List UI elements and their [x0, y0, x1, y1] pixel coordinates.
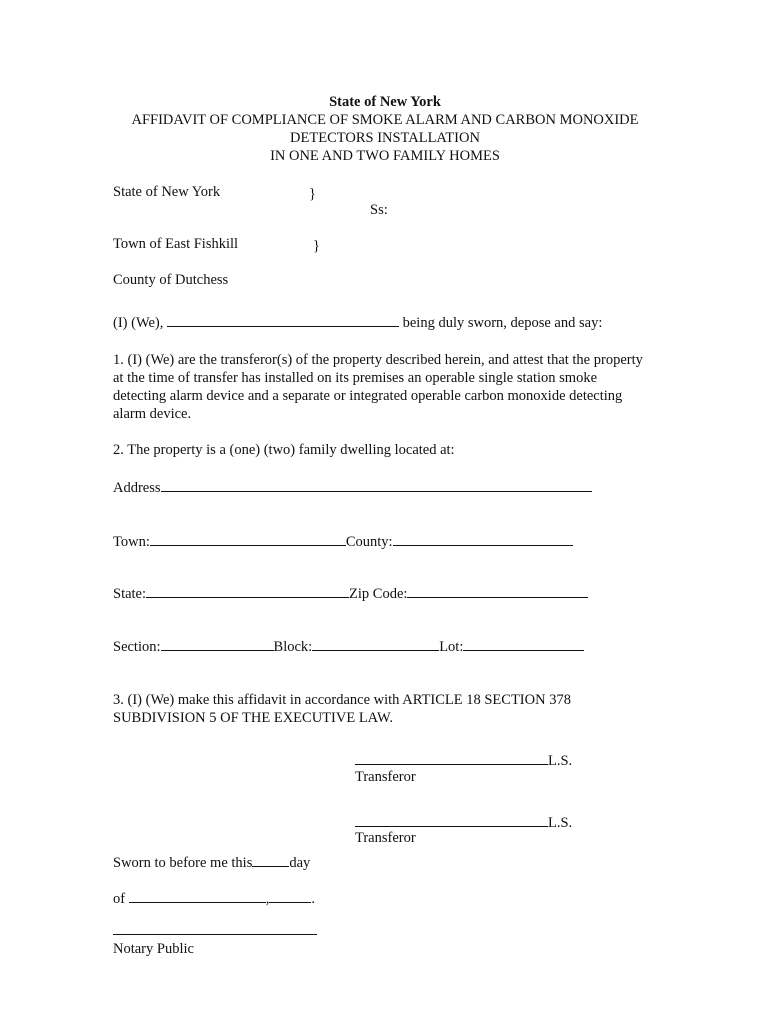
block-field[interactable]: [312, 636, 439, 651]
venue-ss: Ss:: [370, 202, 388, 218]
venue-town: Town of East Fishkill: [113, 236, 239, 252]
sworn-prefix: Sworn to before me this: [113, 855, 253, 871]
oath-suffix: being duly sworn, depose and say:: [402, 315, 603, 331]
address-label: Address: [113, 480, 161, 496]
lot-label: Lot:: [439, 639, 464, 655]
address-row: [113, 477, 592, 497]
section-label: Section:: [113, 639, 161, 655]
block-label: Block:: [273, 639, 313, 655]
sworn-year-field[interactable]: [269, 888, 311, 903]
county-field[interactable]: [393, 531, 573, 546]
date-period: .: [311, 891, 315, 907]
ls-2-label: L.S.: [548, 815, 573, 831]
notary-signature-row: [113, 920, 317, 940]
title-line-2: DETECTORS INSTALLATION: [290, 130, 480, 146]
sworn-suffix: day: [289, 855, 311, 871]
ls-1-label: L.S.: [548, 753, 573, 769]
state-label: State:: [113, 586, 147, 602]
town-field[interactable]: [150, 531, 346, 546]
state-field[interactable]: [146, 583, 349, 598]
town-label: Town:: [113, 534, 150, 550]
date-comma: ,: [265, 891, 270, 907]
state-heading: State of New York: [329, 94, 441, 110]
venue-brace-2: }: [313, 238, 320, 254]
section-field[interactable]: [161, 636, 274, 651]
title-line-3: IN ONE AND TWO FAMILY HOMES: [270, 148, 500, 164]
title-line-1: AFFIDAVIT OF COMPLIANCE OF SMOKE ALARM AND CARBON MONOXIDE: [131, 112, 639, 128]
county-label: County:: [345, 534, 393, 550]
of-label: of: [113, 891, 126, 907]
transferor-1-label: Transferor: [355, 769, 416, 785]
zip-label: Zip Code:: [349, 586, 408, 602]
paragraph-3-line-1: 3. (I) (We) make this affidavit in accordance with ARTICLE 18 SECTION 378: [113, 692, 571, 708]
section-block-lot-row: [113, 636, 584, 656]
paragraph-1: 1. (I) (We) are the transferor(s) of the property described herein, and attest that the property at the time of transfer has installed on its premises an operable single station smoke detecting alarm device and a separate or integrated operable carbon monoxide detecting alarm device.: [113, 352, 643, 422]
paragraph-2: 2. The property is a (one) (two) family dwelling located at:: [113, 442, 455, 458]
town-county-row: [113, 531, 573, 551]
oath-prefix: (I) (We),: [113, 315, 164, 331]
signature-1-row: [355, 750, 572, 770]
venue-county: County of Dutchess: [113, 272, 229, 288]
lot-field[interactable]: [463, 636, 584, 651]
venue-brace-1: }: [309, 186, 316, 202]
affiant-name-field[interactable]: [167, 312, 399, 327]
zip-field[interactable]: [407, 583, 588, 598]
address-field[interactable]: [161, 477, 592, 492]
venue-state: State of New York: [113, 184, 221, 200]
transferor-1-signature-field[interactable]: [355, 750, 548, 765]
sworn-day-field[interactable]: [252, 852, 289, 867]
notary-signature-field[interactable]: [113, 920, 317, 935]
sworn-row: [113, 852, 310, 872]
date-row: [113, 888, 315, 908]
transferor-2-label: Transferor: [355, 830, 416, 846]
oath-line: [113, 312, 602, 332]
paragraph-3-line-2: SUBDIVISION 5 OF THE EXECUTIVE LAW.: [113, 710, 393, 726]
notary-public-label: Notary Public: [113, 941, 194, 957]
transferor-2-signature-field[interactable]: [355, 812, 548, 827]
sworn-month-field[interactable]: [129, 888, 266, 903]
state-zip-row: [113, 583, 588, 603]
